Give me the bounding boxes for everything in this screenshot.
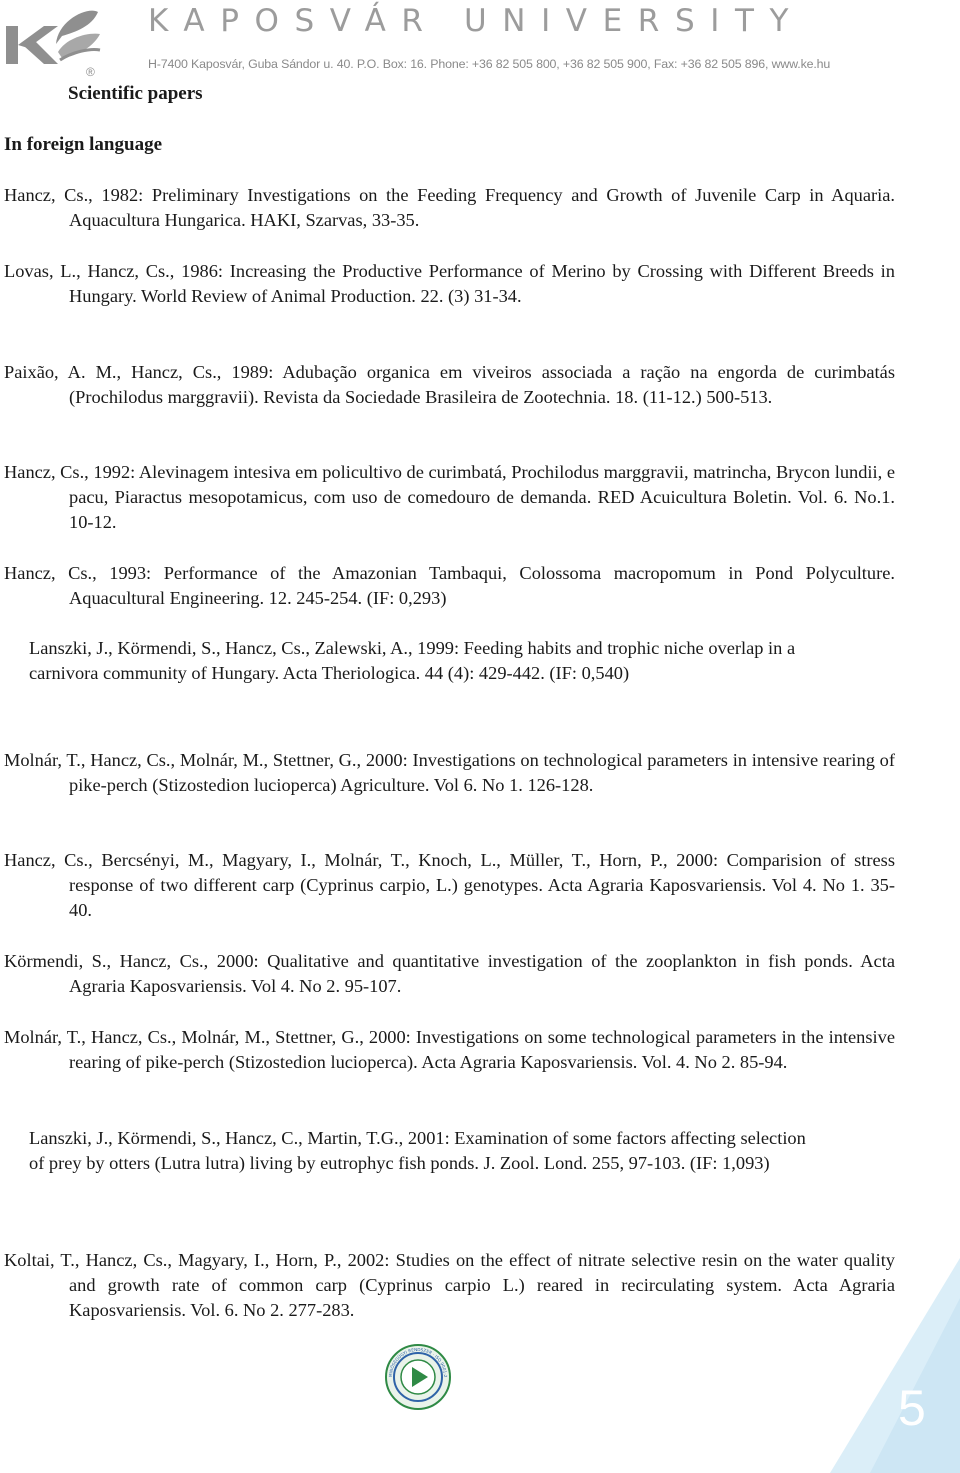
reference-item: Hancz, Cs., 1993: Performance of the Amazonian Tambaqui, Colossoma macropomum in Pond Polyculture. Aquacultural Engineering. 12. 245-254. (IF: 0,293): [4, 563, 895, 609]
university-logo-icon: [2, 2, 102, 78]
seal-text: MINŐSÉGÜGYI RENDSZER · ISO 9001:2: [387, 1346, 449, 1378]
reference-item: Lanszki, J., Körmendi, S., Hancz, C., Martin, T.G., 2001: Examination of some factors affecting selection of prey by otters (Lutra lutra) living by eutrophyc fish ponds. J. Zool. Lond. 255, 97-103. (IF: 1,093): [29, 1128, 806, 1174]
reference-item: Paixão, A. M., Hancz, Cs., 1989: Adubação organica em viveiros associada a ração na engorda de curimbatás (Prochilodus marggravii). Revista da Sociedade Brasileira de Zootechnia. 18. (11-12.) 500-513.: [4, 362, 895, 408]
page-number: 5: [898, 1380, 926, 1436]
reference-item: Lovas, L., Hancz, Cs., 1986: Increasing the Productive Performance of Merino by Crossing with Different Breeds in Hungary. World Review of Animal Production. 22. (3) 31-34.: [4, 261, 895, 307]
reference-item: Lanszki, J., Körmendi, S., Hancz, Cs., Zalewski, A., 1999: Feeding habits and trophic niche overlap in a carnivora community of Hungary. Acta Theriologica. 44 (4): 429-442. (IF: 0,540): [29, 638, 796, 684]
university-name: KAPOSVÁR UNIVERSITY: [148, 3, 805, 39]
reference-item: Koltai, T., Hancz, Cs., Magyary, I., Horn, P., 2002: Studies on the effect of nitrate selective resin on the water quality and growth rate of common carp (Cyprinus carpio L.) reared in recirculating system. Acta Agraria Kaposvariensis. Vol. 6. No 2. 277-283.: [4, 1250, 895, 1321]
reference-item: Hancz, Cs., 1982: Preliminary Investigations on the Feeding Frequency and Growth of Juvenile Carp in Aquaria. Aquacultura Hungarica. HAKI, Szarvas, 33-35.: [4, 185, 895, 231]
page-header: [0, 0, 960, 78]
page-corner-decoration: [830, 1258, 960, 1473]
reference-item: Hancz, Cs., Bercsényi, M., Magyary, I., Molnár, T., Knoch, L., Müller, T., Horn, P., 2000: Comparision of stress response of two different carp (Cyprinus carpio, L.) genotypes. Acta Agraria Kaposvariensis. Vol 4. No 1. 35-40.: [4, 850, 895, 921]
quality-certification-seal-icon: [384, 1343, 452, 1411]
reference-item: Molnár, T., Hancz, Cs., Molnár, M., Stettner, G., 2000: Investigations on technological parameters in intensive rearing of pike-perch (Stizostedion lucioperca) Agriculture. Vol 6. No 1. 126-128.: [4, 750, 895, 796]
subheading: In foreign language: [4, 134, 163, 155]
reference-item: Körmendi, S., Hancz, Cs., 2000: Qualitative and quantitative investigation of the zooplankton in fish ponds. Acta Agraria Kaposvariensis. Vol 4. No 2. 95-107.: [4, 951, 895, 997]
reference-item: Hancz, Cs., 1992: Alevinagem intesiva em policultivo de curimbatá, Prochilodus marggravii, matrincha, Brycon lundii, e pacu, Piaractus mesopotamicus, com uso de comedouro de demanda. RED Acuicultura Boletin. Vol. 6. No.1. 10-12.: [4, 462, 895, 533]
registered-mark: ®: [86, 65, 95, 78]
reference-item: Molnár, T., Hancz, Cs., Molnár, M., Stettner, G., 2000: Investigations on some technological parameters in the intensive rearing of pike-perch (Stizostedion lucioperca). Acta Agraria Kaposvariensis. Vol. 4. No 2. 85-94.: [4, 1027, 895, 1073]
university-address: H-7400 Kaposvár, Guba Sándor u. 40. P.O. Box: 16. Phone: +36 82 505 800, +36 82 505 900, Fax: +36 82 505 896, www.ke.hu: [148, 57, 831, 71]
section-title: Scientific papers: [68, 83, 203, 104]
